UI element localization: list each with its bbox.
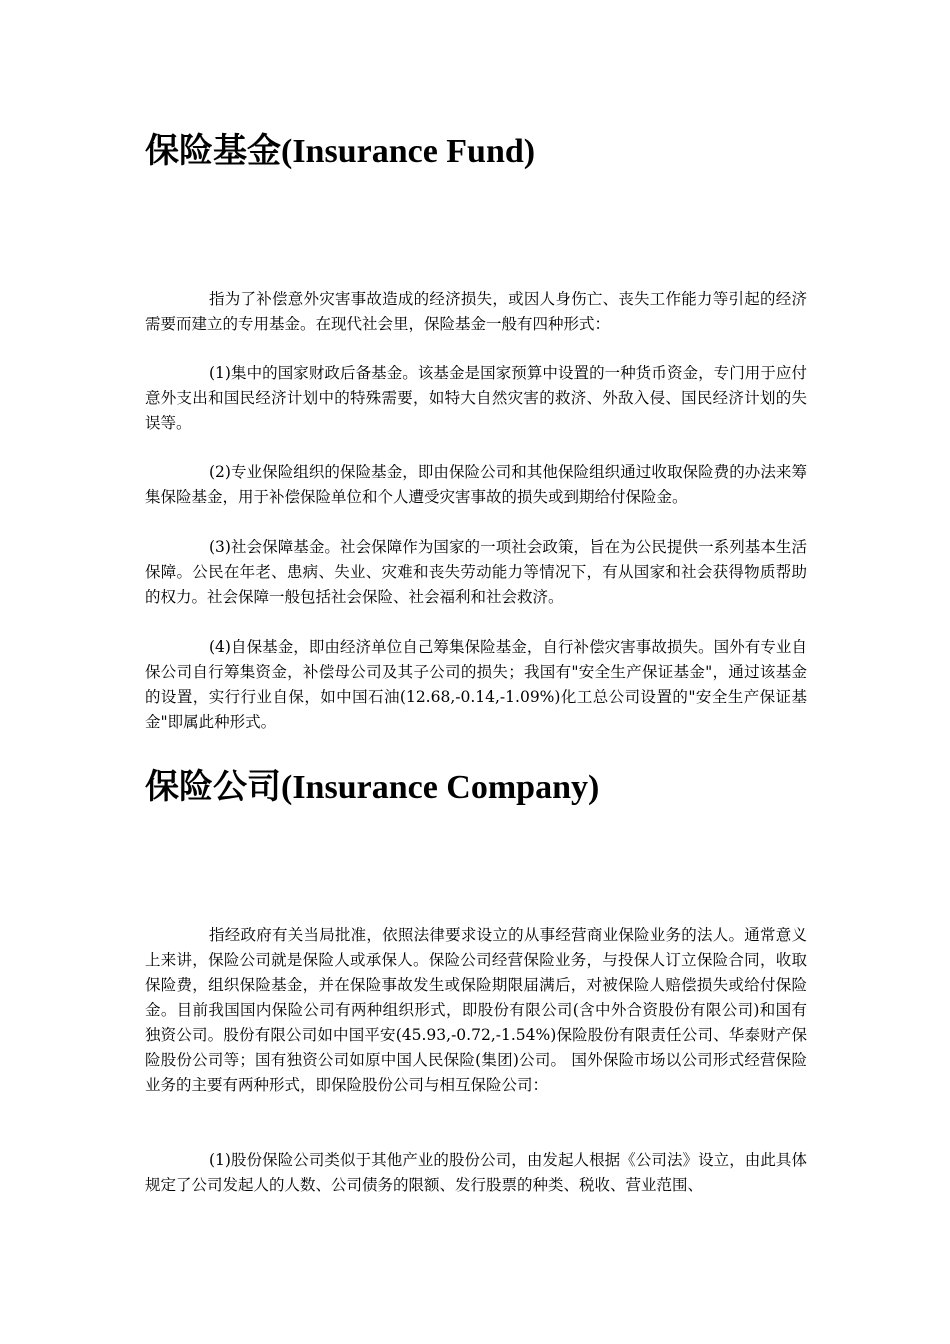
paragraph-company-type-1: (1)股份保险公司类似于其他产业的股份公司，由发起人根据《公司法》设立，由此具体规定了公司发起人的人数、公司债务的限额、发行股票的种类、税收、营业范围、	[145, 1151, 807, 1194]
paragraph-fund-type-1: (1)集中的国家财政后备基金。该基金是国家预算中设置的一种货币资金，专门用于应付意外支出和国民经济计划中的特殊需要，如特大自然灾害的救济、外敌入侵、国民经济计划的失误等。	[145, 364, 807, 432]
paragraph-fund-intro: 指为了补偿意外灾害事故造成的经济损失，或因人身伤亡、丧失工作能力等引起的经济需要而建立的专用基金。在现代社会里，保险基金一般有四种形式：	[145, 290, 807, 333]
paragraph-fund-type-2: (2)专业保险组织的保险基金，即由保险公司和其他保险组织通过收取保险费的办法来筹集保险基金，用于补偿保险单位和个人遭受灾害事故的损失或到期给付保险金。	[145, 463, 807, 506]
section-title-insurance-fund: 保险基金(Insurance Fund)	[145, 133, 536, 170]
paragraph-company-intro: 指经政府有关当局批准，依照法律要求设立的从事经营商业保险业务的法人。通常意义上来讲，保险公司就是保险人或承保人。保险公司经营保险业务，与投保人订立保险合同，收取保险费，组织保险基金，并在保险事故发生或保险期限届满后，对被保险人赔偿损失或给付保险金。目前我国国内保险公司有两种组织形式，即股份有限公司(含中外合资股份有限公司)和国有独资公司。股份有限公司如中国平安(45.93,-0.72,-1.54%)保险股份有限责任公司、华泰财产保险股份公司等；国有独资公司如原中国人民保险(集团)公司。 国外保险市场以公司形式经营保险业务的主要有两种形式，即保险股份公司与相互保险公司：	[145, 926, 807, 1094]
section-title-insurance-company: 保险公司(Insurance Company)	[145, 769, 600, 806]
paragraph-fund-type-3: (3)社会保障基金。社会保障作为国家的一项社会政策，旨在为公民提供一系列基本生活保障。公民在年老、患病、失业、灾难和丧失劳动能力等情况下，有从国家和社会获得物质帮助的权力。社会保障一般包括社会保险、社会福利和社会救济。	[145, 538, 807, 606]
paragraph-fund-type-4: (4)自保基金，即由经济单位自己筹集保险基金，自行补偿灾害事故损失。国外有专业自保公司自行筹集资金，补偿母公司及其子公司的损失；我国有"安全生产保证基金"，通过该基金的设置，实行行业自保，如中国石油(12.68,-0.14,-1.09%)化工总公司设置的"安全生产保证基金"即属此种形式。	[145, 638, 807, 731]
